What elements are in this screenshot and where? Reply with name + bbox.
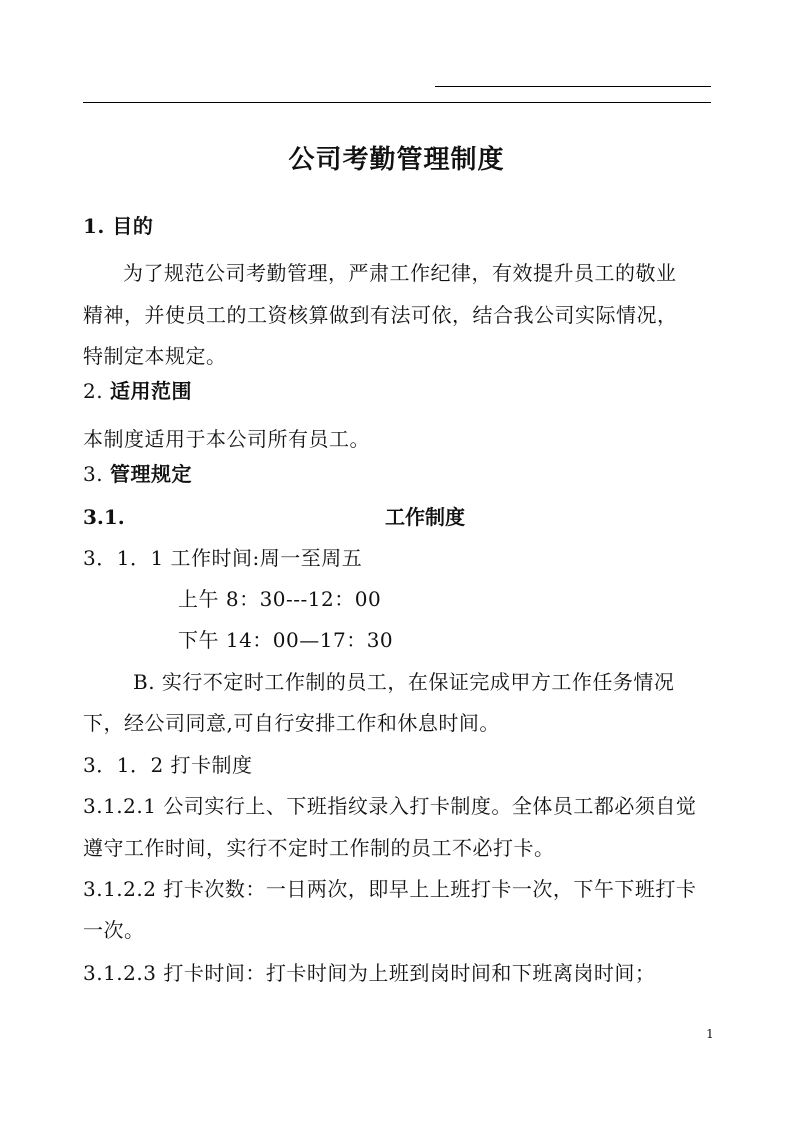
work-time-morning: 上午 8：30---12：00 (178, 587, 382, 611)
document-title: 公司考勤管理制度 (288, 145, 505, 175)
section-3-1-title: 工作制度 (385, 505, 465, 529)
header-rule-short (435, 86, 711, 87)
scope-line-1: 本制度适用于本公司所有员工。 (83, 427, 370, 451)
flex-work-line-1: B. 实行不定时工作制的员工，在保证完成甲方工作任务情况 (133, 670, 675, 694)
section-3-1-number: 3.1. (83, 505, 125, 529)
section-1-title: 目的 (112, 214, 154, 238)
section-1-heading (83, 206, 711, 246)
flex-work-line-2: 下，经公司同意,可自行安排工作和休息时间。 (83, 711, 500, 735)
work-time-label: 3．1．1 工作时间:周一至周五 (83, 546, 363, 570)
section-2-heading (83, 371, 711, 411)
clock-rule-2-line-1: 3.1.2.2 打卡次数：一日两次，即早上上班打卡一次，下午下班打卡 (83, 877, 697, 901)
page-number: 1 (706, 1027, 714, 1041)
section-3-heading (83, 454, 711, 494)
purpose-line-1: 为了规范公司考勤管理，严肃工作纪律，有效提升员工的敬业 (123, 261, 677, 285)
purpose-line-2: 精神，并使员工的工资核算做到有法可依，结合我公司实际情况， (83, 303, 678, 327)
section-3-title: 管理规定 (109, 462, 192, 486)
header-rule-long (83, 102, 711, 103)
work-time-afternoon: 下午 14：00—17：30 (178, 628, 394, 652)
section-1-number: 1. (83, 214, 105, 238)
section-3-number: 3. (83, 462, 104, 486)
section-2-title: 适用范围 (109, 379, 192, 403)
clock-rule-3-line-1: 3.1.2.3 打卡时间：打卡时间为上班到岗时间和下班离岗时间； (83, 961, 656, 985)
clock-in-label: 3．1．2 打卡制度 (83, 753, 253, 777)
section-2-number: 2. (83, 379, 104, 403)
clock-rule-2-line-2: 一次。 (83, 918, 145, 942)
clock-rule-1-line-2: 遵守工作时间，实行不定时工作制的员工不必打卡。 (83, 836, 555, 860)
clock-rule-1-line-1: 3.1.2.1 公司实行上、下班指纹录入打卡制度。全体员工都必须自觉 (83, 794, 697, 818)
purpose-line-3: 特制定本规定。 (83, 344, 227, 368)
